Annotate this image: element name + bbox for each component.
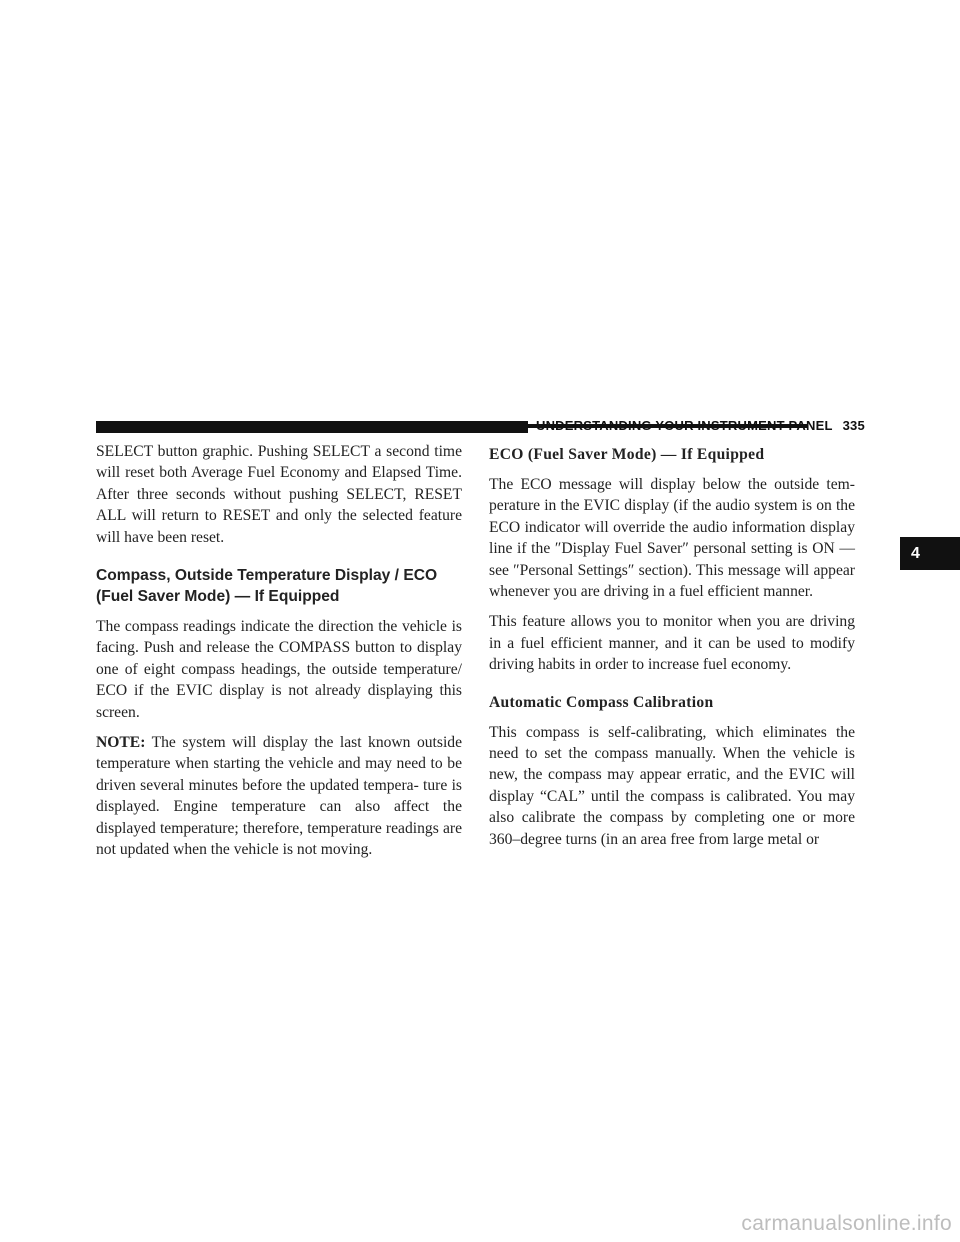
compass-paragraph: The compass readings indicate the direction the vehicle is facing. Push and release the COMPASS button to display one of eight compass headings, the outside temperature/ ECO if the EVIC display is not already displaying this screen. — [96, 618, 462, 721]
note-label: NOTE: — [96, 734, 146, 752]
header-bar — [96, 421, 528, 433]
calibration-heading: Automatic Compass Calibration — [489, 693, 714, 711]
left-column — [96, 441, 462, 870]
watermark: carmanualsonline.info — [741, 1212, 952, 1235]
eco-paragraph-1: The ECO message will display below the outside tem- perature in the EVIC display (if the audio system is on the ECO indicator will override the audio information display line if the ″Display Fuel Saver″ personal setting is ON — see ″Personal Settings″ section). This message will appear whenever you are driving in a fuel efficient manner. — [489, 476, 855, 601]
eco-paragraph-2: This feature allows you to monitor when you are driving in a fuel efficient manner, and it can be used to modify driving habits in order to increase fuel economy. — [489, 613, 855, 674]
calibration-paragraph: This compass is self-calibrating, which eliminates the need to set the compass manually. When the vehicle is new, the compass may appear erratic, and the EVIC will display “CAL” until the compass is calibrated. You may also calibrate the compass by completing one or more 360–degree turns (in an area free from large metal or — [489, 723, 855, 848]
chapter-tab: 4 — [900, 537, 960, 570]
right-column — [489, 444, 855, 859]
compass-heading: Compass, Outside Temperature Display / ECO (Fuel Saver Mode) — If Equipped — [96, 567, 438, 606]
intro-paragraph: SELECT button graphic. Pushing SELECT a second time will reset both Average Fuel Economy and Elapsed Time. After three seconds without pushing SELECT, RESET ALL will return to RESET and only the selected feature will have been reset. — [96, 443, 462, 546]
section-title: UNDERSTANDING YOUR INSTRUMENT PANEL — [536, 418, 833, 433]
eco-heading: ECO (Fuel Saver Mode) — If Equipped — [489, 446, 765, 463]
page-number: 335 — [842, 418, 865, 433]
running-header — [536, 418, 864, 433]
note-text: The system will display the last known outside temperature when starting the vehicle and may need to be driven several minutes before the updated tempera- ture is displayed. Engine temperature can also affect the displayed temperature; therefore, temperature readings are not updated when the vehicle is not moving. — [96, 734, 462, 859]
note-paragraph — [96, 732, 462, 860]
